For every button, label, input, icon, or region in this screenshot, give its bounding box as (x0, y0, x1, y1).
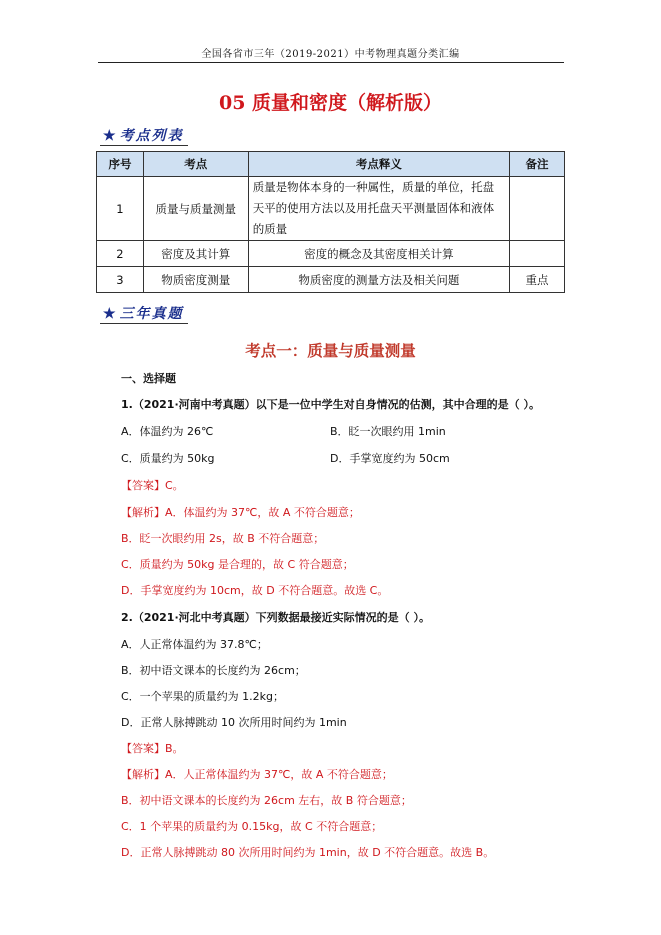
question-stem-text: 1.（2021·河南中考真题）以下是一位中学生对自身情况的估测，其中合理的是（ ）。 (121, 398, 540, 411)
analysis-line: D．正常人脉搏跳动 80 次所用时间约为 1min，故 D 不符合题意。故选 B。 (121, 846, 495, 859)
banner-kaodian-label: 考点列表 (119, 128, 184, 144)
banner-underline (100, 145, 188, 146)
table-cell: 1 (97, 177, 144, 241)
table-cell: 物质密度的测量方法及相关问题 (248, 267, 509, 293)
table-header-cell: 考点 (143, 152, 248, 177)
banner-zhenti (103, 303, 184, 323)
table-cell: 2 (97, 241, 144, 267)
option-d: D．手掌宽度约为 50cm (330, 452, 450, 465)
analysis-line: 【解析】A．体温约为 37℃，故 A 不符合题意； (121, 506, 360, 519)
table-cell (510, 241, 565, 267)
answer: 【答案】C。 (121, 479, 184, 492)
banner-kaodian (103, 125, 184, 145)
banner-underline (100, 323, 188, 324)
analysis-line: 【解析】A．人正常体温约为 37℃，故 A 不符合题意； (121, 768, 393, 781)
table-cell: 重点 (510, 267, 565, 293)
table-header-row (97, 152, 565, 177)
question-stem (121, 396, 540, 412)
option-c: C．一个苹果的质量约为 1.2kg； (121, 690, 285, 703)
table-cell (510, 177, 565, 241)
table-header-cell: 考点释义 (248, 152, 509, 177)
table-row (97, 241, 565, 267)
analysis-line: C．质量约为 50kg 是合理的，故 C 符合题意； (121, 558, 354, 571)
analysis-line: C．1 个苹果的质量约为 0.15kg，故 C 不符合题意； (121, 820, 383, 833)
star-icon: ★ (103, 306, 118, 322)
running-header: 全国各省市三年（2019-2021）中考物理真题分类汇编 (201, 49, 460, 60)
option-b: B．初中语文课本的长度约为 26cm； (121, 664, 306, 677)
page-title: 05 质量和密度（解析版） (218, 92, 443, 114)
question-stem-text: 2.（2021·河北中考真题）下列数据最接近实际情况的是（ ）。 (121, 611, 430, 624)
star-icon: ★ (103, 128, 118, 144)
table-cell: 密度的概念及其密度相关计算 (248, 241, 509, 267)
topic-table (96, 151, 565, 293)
analysis-line: B．初中语文课本的长度约为 26cm 左右，故 B 符合题意； (121, 794, 412, 807)
table-cell: 质量是物体本身的一种属性，质量的单位，托盘天平的使用方法以及用托盘天平测量固体和液体的质量 (248, 177, 509, 241)
answer: 【答案】B。 (121, 742, 184, 755)
table-row (97, 177, 565, 241)
option-d: D．正常人脉搏跳动 10 次所用时间约为 1min (121, 716, 347, 729)
question-stem (121, 609, 430, 625)
table-cell: 3 (97, 267, 144, 293)
option-a: A．人正常体温约为 37.8℃； (121, 638, 268, 651)
analysis-line: D．手掌宽度约为 10cm，故 D 不符合题意。故选 C。 (121, 584, 389, 597)
option-c: C．质量约为 50kg (121, 452, 215, 465)
option-b: B．眨一次眼约用 1min (330, 425, 446, 438)
part-label: 一、选择题 (121, 372, 176, 385)
section-title: 考点一：质量与质量测量 (245, 342, 416, 360)
table-cell: 密度及其计算 (143, 241, 248, 267)
banner-zhenti-label: 三年真题 (119, 306, 184, 322)
table-cell: 质量与质量测量 (143, 177, 248, 241)
header-rule (98, 62, 564, 63)
table-header-cell: 序号 (97, 152, 144, 177)
table-cell: 物质密度测量 (143, 267, 248, 293)
option-a: A．体温约为 26℃ (121, 425, 214, 438)
analysis-line: B．眨一次眼约用 2s，故 B 不符合题意； (121, 532, 325, 545)
table-row (97, 267, 565, 293)
table-header-cell: 备注 (510, 152, 565, 177)
